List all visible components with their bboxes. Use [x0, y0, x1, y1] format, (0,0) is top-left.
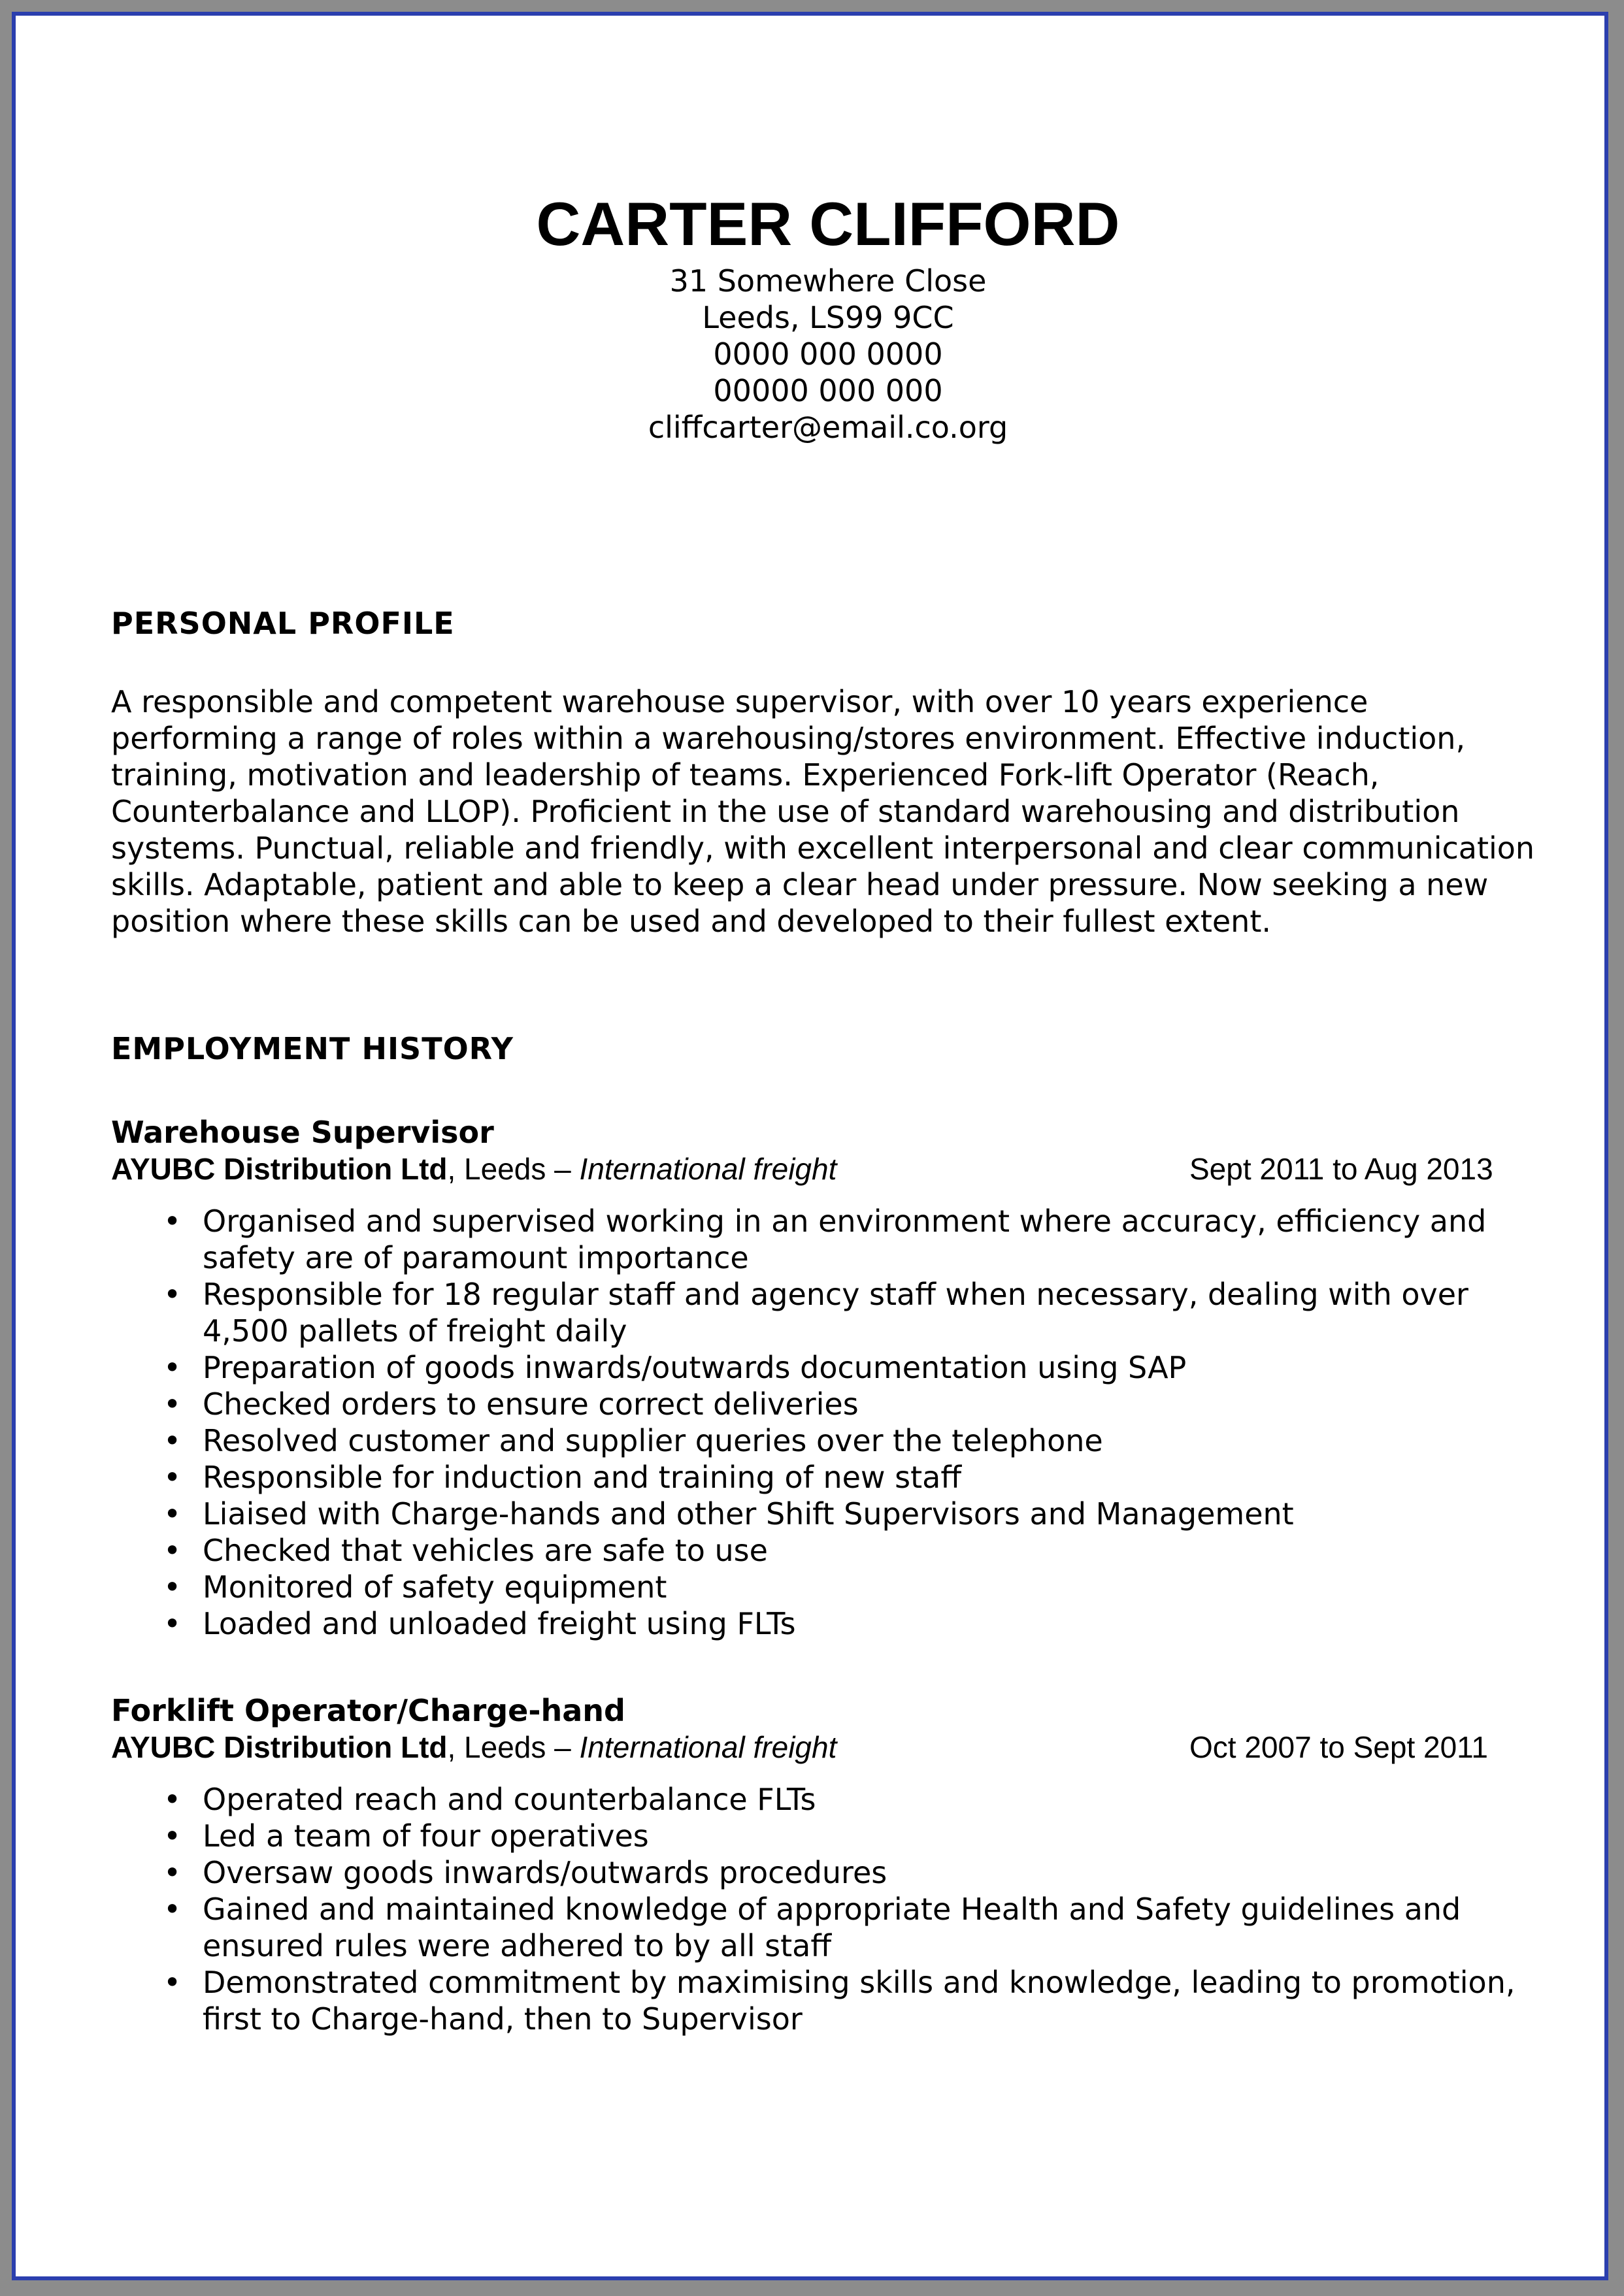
profile-line: skills. Adaptable, patient and able to keep a clear head under pressure. Now seeking a new — [111, 867, 1489, 902]
bullet-icon: • — [163, 1965, 182, 2000]
list-item: • Operated reach and counterbalance FLTs — [163, 1782, 816, 1817]
address-line-2: Leeds, LS99 9CC — [702, 300, 954, 335]
list-item: • Responsible for 18 regular staff and agency staff when necessary, dealing with over 4,500 pallets of freight daily — [163, 1277, 1468, 1349]
company-name: AYUBC Distribution Ltd — [111, 1730, 448, 1764]
bullet-icon: • — [163, 1460, 182, 1495]
job-dates: Oct 2007 to Sept 2011 — [1189, 1730, 1488, 1764]
list-item: • Loaded and unloaded freight using FLTs — [163, 1606, 796, 1641]
job-employer-line — [111, 1151, 1549, 1187]
personal-profile-heading: PERSONAL PROFILE — [111, 606, 455, 641]
phone-2: 00000 000 000 — [713, 373, 943, 408]
bullet-icon: • — [163, 1782, 182, 1817]
personal-profile-text — [111, 683, 1549, 940]
job-location: , Leeds – — [447, 1730, 580, 1764]
job-sector: International freight — [579, 1730, 837, 1764]
profile-line: Counterbalance and LLOP). Proficient in the use of standard warehousing and distribution — [111, 794, 1460, 829]
job-dates: Sept 2011 to Aug 2013 — [1189, 1152, 1493, 1186]
employment-history-heading: EMPLOYMENT HISTORY — [111, 1031, 514, 1066]
bullet-icon: • — [163, 1204, 182, 1239]
candidate-name: CARTER CLIFFORD — [536, 189, 1120, 258]
job-location: , Leeds – — [447, 1152, 580, 1186]
list-item: • Organised and supervised working in an environment where accuracy, efficiency and safety are of paramount importance — [163, 1204, 1487, 1275]
job-entry-2 — [111, 1692, 1549, 2037]
address-line-1: 31 Somewhere Close — [669, 263, 987, 299]
bullet-icon: • — [163, 1496, 182, 1532]
list-item: • Resolved customer and supplier queries over the telephone — [163, 1423, 1103, 1458]
company-name: AYUBC Distribution Ltd — [111, 1152, 448, 1186]
bullet-icon: • — [163, 1569, 182, 1605]
list-item: • Preparation of goods inwards/outwards documentation using SAP — [163, 1350, 1187, 1385]
list-item: • Gained and maintained knowledge of appropriate Health and Safety guidelines and ensured rules were adhered to by all staff — [163, 1892, 1461, 1963]
job-title: Forklift Operator/Charge-hand — [111, 1693, 625, 1728]
profile-line: A responsible and competent warehouse supervisor, with over 10 years experience — [111, 684, 1368, 719]
list-item: • Oversaw goods inwards/outwards procedures — [163, 1855, 887, 1890]
bullet-icon: • — [163, 1855, 182, 1890]
profile-line: training, motivation and leadership of teams. Experienced Fork-lift Operator (Reach, — [111, 757, 1380, 793]
profile-line: position where these skills can be used and developed to their fullest extent. — [111, 904, 1271, 939]
list-item: • Checked that vehicles are safe to use — [163, 1533, 768, 1568]
bullet-icon: • — [163, 1606, 182, 1641]
email-address[interactable]: cliffcarter@email.co.org — [648, 410, 1008, 445]
list-item: • Responsible for induction and training of new staff — [163, 1460, 962, 1495]
bullet-icon: • — [163, 1350, 182, 1385]
list-item: • Checked orders to ensure correct deliveries — [163, 1386, 859, 1422]
resume-header — [99, 186, 1557, 446]
job-employer-line — [111, 1729, 1549, 1765]
bullet-icon: • — [163, 1277, 182, 1312]
list-item: • Led a team of four operatives — [163, 1818, 649, 1854]
duties-list — [111, 1781, 1549, 2037]
list-item: • Monitored of safety equipment — [163, 1569, 667, 1605]
job-sector: International freight — [579, 1152, 837, 1186]
list-item: • Demonstrated commitment by maximising skills and knowledge, leading to promotion, first to Charge-hand, then to Supervisor — [163, 1965, 1516, 2037]
duties-list — [111, 1203, 1549, 1642]
job-entry-1 — [111, 1114, 1549, 1642]
job-title: Warehouse Supervisor — [111, 1115, 494, 1150]
bullet-icon: • — [163, 1818, 182, 1854]
bullet-icon: • — [163, 1423, 182, 1458]
page-frame — [12, 12, 1608, 2280]
profile-line: performing a range of roles within a warehousing/stores environment. Effective induction, — [111, 721, 1466, 756]
profile-line: systems. Punctual, reliable and friendly, with excellent interpersonal and clear communication — [111, 830, 1535, 866]
bullet-icon: • — [163, 1533, 182, 1568]
list-item: • Liaised with Charge-hands and other Shift Supervisors and Management — [163, 1496, 1294, 1532]
bullet-icon: • — [163, 1386, 182, 1422]
phone-1: 0000 000 0000 — [713, 336, 943, 372]
bullet-icon: • — [163, 1892, 182, 1927]
